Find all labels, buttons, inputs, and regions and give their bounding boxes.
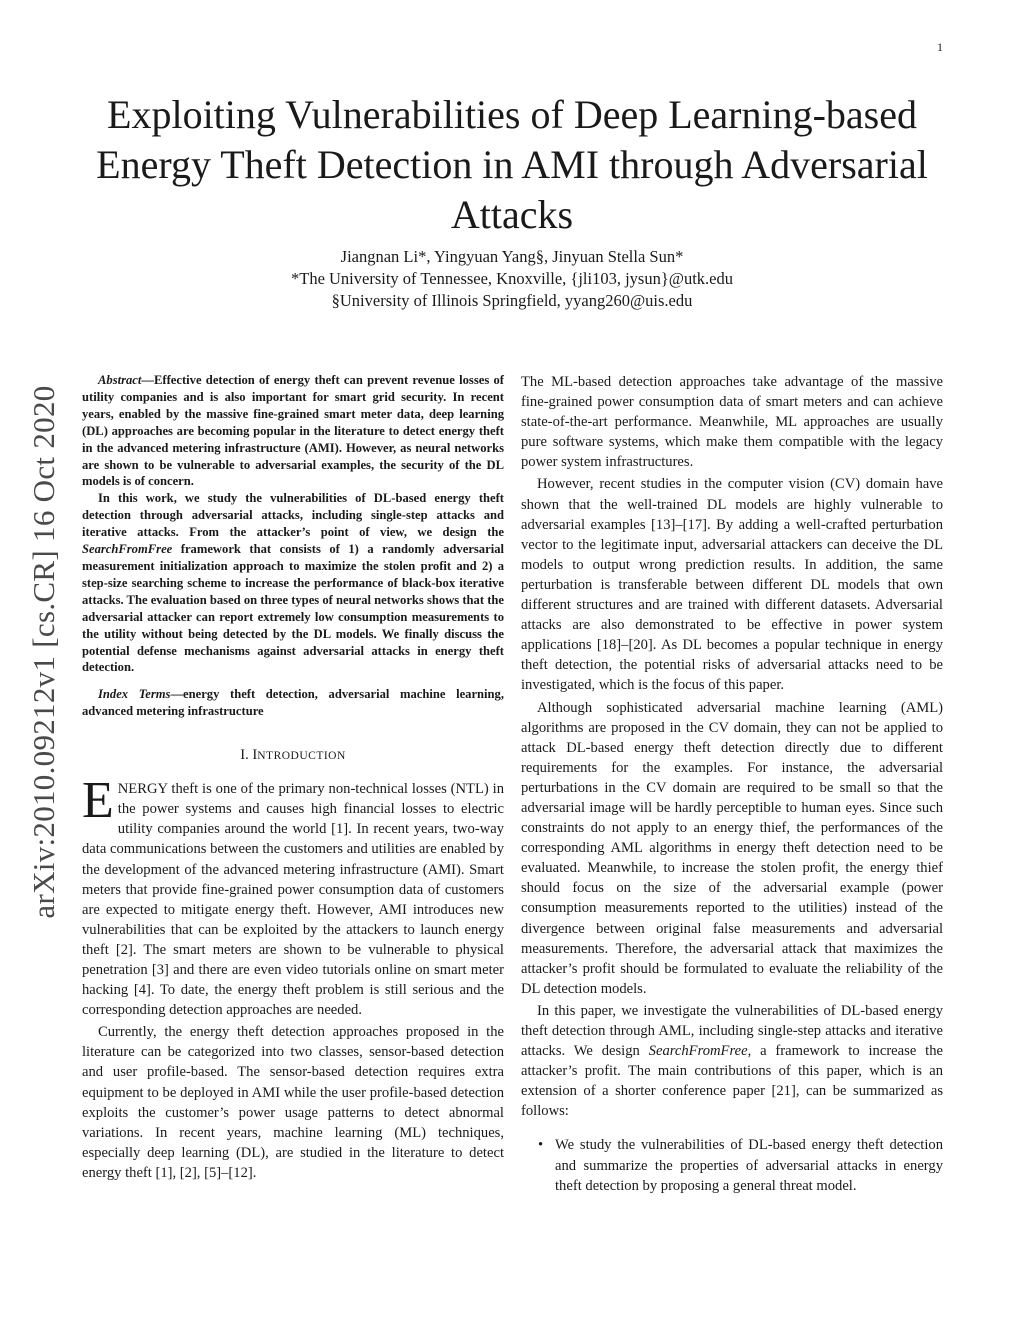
index-terms-text: —energy theft detection, adversarial machine learning, advanced metering infrastructure bbox=[82, 687, 505, 719]
intro-paragraph-4: However, recent studies in the computer vision (CV) domain have shown that the well-trained DL models are highly vulnerable to adversarial examples [13]–[17]. By adding a well-crafted perturbation vector to the legitimate input, adversarial attackers can deceive the DL models to output wrong prediction results. In addition, the same perturbation is transferable between different DL models that own different structures and are trained with different datasets. Adversarial attacks are also demonstrated to be effective in power system applications [18]–[20]. As DL becomes a popular technique in energy theft detection, the potential risks of adversarial attacks need to be investigated, which is the focus of this paper. bbox=[521, 476, 943, 694]
section-heading-text: NTRODUCTION bbox=[257, 750, 346, 763]
arxiv-identifier: arXiv:2010.09212v1 [cs.CR] 16 Oct 2020 bbox=[26, 385, 61, 919]
list-item bbox=[538, 1135, 943, 1195]
paper-title: Exploiting Vulnerabilities of Deep Learning-based Energy Theft Detection in AMI through Adversarial Attacks bbox=[96, 92, 928, 237]
abstract-label: Abstract bbox=[98, 373, 142, 387]
framework-name: SearchFromFree bbox=[82, 542, 173, 557]
abstract-text-2b: framework that consists of 1) a randomly adversarial measurement initialization approach to maximize the stolen profit and 2) a step-size searching scheme to increase the performance of black-box iterative attacks. The evaluation based on three types of neural networks shows that the adversarial attacker can report extremely low consumption measurements to the utility without being detected by the DL models. We finally discuss the potential defense mechanisms against adversarial attacks in energy theft detection. bbox=[82, 542, 504, 675]
contributions-list bbox=[521, 1135, 943, 1195]
index-terms bbox=[82, 686, 504, 720]
framework-name-inline: SearchFromFree bbox=[648, 1043, 748, 1060]
affiliation-utk: *The University of Tennessee, Knoxville, {jli103, jysun}@utk.edu bbox=[290, 269, 733, 288]
intro-text-6a: In this paper, we investigate the vulnerabilities of DL-based energy theft detection through AML, including single-step attacks and iterative attacks. We design bbox=[521, 1002, 943, 1060]
section-heading-numeral: I. I bbox=[240, 747, 258, 764]
abstract-paragraph-2 bbox=[82, 490, 504, 676]
author-names: Jiangnan Li*, Yingyuan Yang§, Jinyuan Stella Sun* bbox=[340, 247, 684, 266]
intro-paragraph-1 bbox=[82, 772, 504, 1020]
right-column bbox=[521, 372, 943, 1196]
bullet-icon: • bbox=[538, 1137, 544, 1154]
author-block bbox=[60, 246, 964, 312]
section-heading-introduction bbox=[82, 745, 504, 766]
index-terms-label: Index Terms bbox=[98, 687, 171, 702]
intro-text-6b: , a framework to increase the attacker’s profit. The main contributions of this paper, which is an extension of a shorter conference paper [21], can be summarized as follows: bbox=[521, 1043, 943, 1120]
intro-paragraph-5: Although sophisticated adversarial machine learning (AML) algorithms are proposed in the CV domain, they can not be applied to attack DL-based energy theft detection directly due to different requirements for the examples. For instance, the adversarial perturbations in the CV domain are required to be small so that the adversarial image will be hardly perceptible to human eyes. Since such constraints do not apply to an energy thief, the performances of the corresponding AML algorithms in energy theft detection need to be evaluated. Meanwhile, to increase the stolen profit, the energy thief should focus on the size of the adversarial example (power consumption measurements reported to the utilities) instead of the divergence between original false measurements and adversarial measurements. Therefore, the adversarial attack that maximizes the attacker’s profit should be formulated to evaluate the reliability of the DL detection models. bbox=[521, 699, 943, 997]
intro-paragraph-6 bbox=[521, 1001, 943, 1122]
abstract-text-2a: In this work, we study the vulnerabilities of DL-based energy theft detection through adversarial attacks, including single-step attacks and iterative attacks. From the attacker’s point of view, we design the bbox=[82, 491, 504, 540]
intro-text-1: NERGY theft is one of the primary non-technical losses (NTL) in the power systems and causes high financial losses to electric utility companies around the world [1]. In recent years, two-way data communications between the customers and utilities are enabled by the development of the advanced metering infrastructure (AMI). Smart meters that provide fine-grained power consumption data of customers are expected to mitigate energy theft. However, AMI introduces new vulnerabilities that can be exploited by the attackers to launch energy theft [2]. The smart meters are shown to be vulnerable to physical penetration [3] and there are even video tutorials online on smart meter hacking [4]. To date, the energy theft problem is still serious and the corresponding detection approaches are needed. bbox=[82, 781, 504, 1019]
contribution-text-1: We study the vulnerabilities of DL-based energy theft detection and summarize the properties of adversarial attacks in energy theft detection by proposing a general threat model. bbox=[555, 1137, 943, 1194]
intro-paragraph-2: Currently, the energy theft detection approaches proposed in the literature can be categorized into two classes, sensor-based detection and user profile-based. The sensor-based detection requires extra equipment to be deployed in AMI while the user profile-based detection exploits the customer’s power usage patterns to detect abnormal variations. In recent years, machine learning (ML) techniques, especially deep learning (DL), are studied in the literature to detect energy theft [1], [2], [5]–[12]. bbox=[82, 1024, 504, 1181]
affiliation-uis: §University of Illinois Springfield, yyang260@uis.edu bbox=[331, 291, 693, 310]
left-column bbox=[82, 372, 504, 1183]
abstract-text-1: —Effective detection of energy theft can prevent revenue losses of utility companies and is also important for smart grid security. In recent years, enabled by the massive fine-grained smart meter data, deep learning (DL) approaches are becoming popular in the literature to detect energy theft in the advanced metering infrastructure (AMI). However, as neural networks are shown to be vulnerable to adversarial examples, the security of the DL models is of concern. bbox=[82, 373, 504, 489]
abstract-paragraph-1 bbox=[82, 372, 504, 490]
dropcap-letter: E bbox=[82, 772, 114, 830]
intro-paragraph-3: The ML-based detection approaches take advantage of the massive fine-grained power consumption data of smart meters and can achieve state-of-the-art performance. Meanwhile, ML approaches are usually pure software systems, which make them compatible with the legacy power system infrastructures. bbox=[521, 374, 943, 471]
page-number: 1 bbox=[937, 40, 943, 54]
